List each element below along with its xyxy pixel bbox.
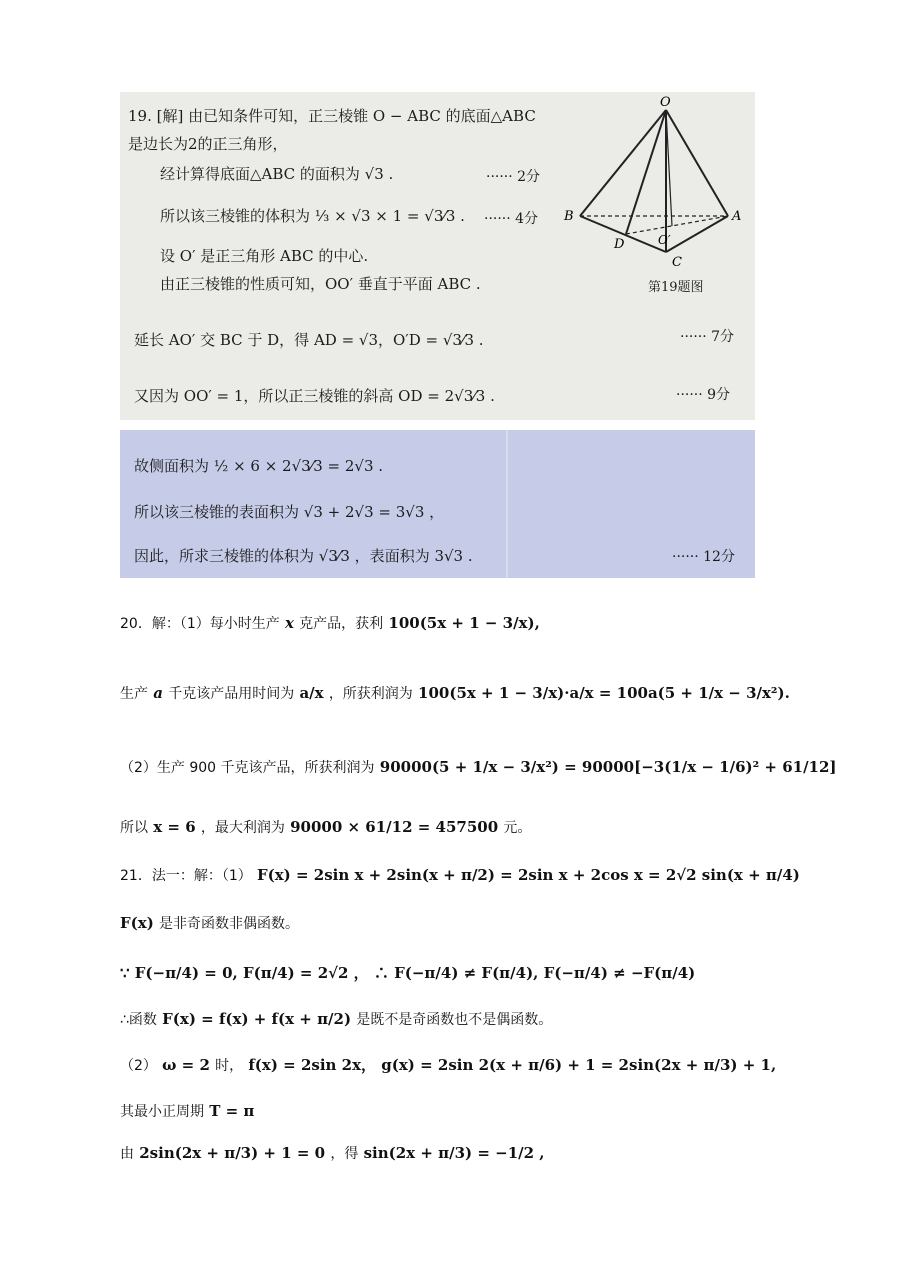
q21-line-7 — [120, 1142, 545, 1165]
q19-line-4: 所以该三棱锥的体积为 ⅓ × √3 × 1 = √3⁄3 . — [160, 207, 465, 225]
pyramid-figure — [560, 92, 750, 272]
q21-line-4-expr: F(x) = f(x) + f(x + π/2) — [162, 1010, 352, 1028]
q20-line-1-var: x — [284, 614, 294, 632]
q21-line-5-expr-2: f(x) = 2sin 2x， g(x) = 2sin 2(x + π/6) + 1 = 2sin(2x + π/3) + 1, — [248, 1056, 777, 1074]
label-O-prime: O′ — [658, 233, 671, 247]
q19-score-4: ······ 4分 — [484, 211, 539, 227]
q20-line-2-var: a — [153, 684, 163, 702]
q21-line-6 — [120, 1100, 254, 1123]
q21-line-7-mid: ，得 — [330, 1146, 359, 1162]
q21-line-5-expr-1: ω = 2 — [162, 1056, 210, 1074]
q19-cont-line-3: 因此，所求三棱锥的体积为 √3⁄3 ，表面积为 3√3 . — [134, 547, 473, 565]
q20-line-4-expr-2: 90000 × 61/12 = 457500 — [290, 818, 499, 836]
q21-line-4-text-1: ∴函数 — [120, 1012, 157, 1028]
q19-line-6: 由正三棱锥的性质可知，OO′ 垂直于平面 ABC . — [160, 275, 481, 293]
q20-line-4-text: 所以 — [120, 820, 148, 836]
q21-line-4-text-2: 是既不是奇函数也不是偶函数。 — [356, 1012, 553, 1028]
q21-line-1-text: 21．法一：解：（1） — [120, 868, 252, 884]
q19-line-8: 又因为 OO′ = 1，所以正三棱锥的斜高 OD = 2√3⁄3 . — [134, 387, 495, 405]
q21-line-7-text: 由 — [120, 1146, 134, 1162]
q21-line-2 — [120, 912, 299, 935]
q21-line-2-expr: F(x) — [120, 914, 154, 932]
label-O: O — [660, 95, 671, 110]
q19-cont-line-2: 所以该三棱锥的表面积为 √3 + 2√3 = 3√3 ， — [134, 503, 445, 521]
q19-line-1: 19. [解] 由已知条件可知，正三棱锥 O − ABC 的底面△ABC — [128, 107, 536, 125]
q20-line-3-text: （2）生产 900 千克该产品，所获利润为 — [120, 760, 375, 776]
q19-line-7: 延长 AO′ 交 BC 于 D，得 AD = √3，O′D = √3⁄3 . — [134, 331, 484, 349]
q21-line-5 — [120, 1054, 776, 1077]
q19-line-3: 经计算得底面△ABC 的面积为 √3 . — [160, 165, 394, 183]
q21-line-6-expr: T = π — [209, 1102, 255, 1120]
q20-line-3-expr: 90000(5 + 1/x − 3/x²) = 90000[−3(1/x − 1/6)² + 61/12] — [379, 758, 837, 776]
label-C: C — [672, 255, 682, 270]
q21-line-3 — [120, 962, 695, 984]
q21-line-3-expr: ∵ F(−π/4) = 0, F(π/4) = 2√2 ， ∴ F(−π/4) ≠ F(π/4), F(−π/4) ≠ −F(π/4) — [120, 964, 696, 982]
q19-score-12: ······ 12分 — [672, 549, 735, 565]
q20-line-2-expr-1: a/x — [299, 684, 324, 702]
q21-line-2-text: 是非奇函数非偶函数。 — [159, 916, 300, 932]
q20-line-4-mid: ，最大利润为 — [200, 820, 285, 836]
q21-line-1-expr: F(x) = 2sin x + 2sin(x + π/2) = 2sin x + 2cos x = 2√2 sin(x + π/4) — [256, 866, 800, 884]
label-B: B — [564, 209, 574, 224]
q20-line-1 — [120, 612, 540, 635]
q19-cont-line-1: 故侧面积为 ½ × 6 × 2√3⁄3 = 2√3 . — [134, 457, 384, 475]
q21-line-5-mid: 时， — [215, 1058, 244, 1074]
q21-line-7-expr-1: 2sin(2x + π/3) + 1 = 0 — [139, 1144, 326, 1162]
q20-line-4 — [120, 816, 531, 839]
figure-caption: 第19题图 — [648, 280, 704, 295]
q19-score-9: ······ 9分 — [676, 387, 731, 403]
q20-line-4-expr-1: x = 6 — [153, 818, 196, 836]
q19-line-2: 是边长为2的正三角形， — [128, 135, 288, 153]
q19-score-2: ······ 2分 — [486, 169, 541, 185]
q21-line-1 — [120, 864, 800, 887]
q20-line-2-mid: 千克该产品用时间为 — [168, 686, 295, 702]
q21-line-6-text: 其最小正周期 — [120, 1104, 204, 1120]
q20-line-4-unit: 元。 — [503, 820, 532, 836]
q19-score-7: ······ 7分 — [680, 329, 735, 345]
q20-line-1-expr: 100(5x + 1 − 3/x), — [388, 614, 540, 632]
q20-line-1-mid: 克产品，获利 — [299, 616, 384, 632]
q21-line-5-text: （2） — [120, 1058, 157, 1074]
scan-divider — [506, 430, 508, 578]
q20-line-3 — [120, 756, 837, 779]
q20-line-2-mid-2: ，所获利润为 — [328, 686, 413, 702]
q21-line-7-expr-2: sin(2x + π/3) = −1/2 , — [363, 1144, 545, 1162]
q21-line-4 — [120, 1008, 552, 1031]
q19-line-5: 设 O′ 是正三角形 ABC 的中心. — [160, 247, 369, 265]
q20-line-2-text: 生产 — [120, 686, 148, 702]
q20-line-2 — [120, 682, 790, 705]
label-D: D — [614, 237, 625, 252]
q20-line-2-expr-2: 100(5x + 1 − 3/x)·a/x = 100a(5 + 1/x − 3/x²). — [418, 684, 790, 702]
label-A: A — [732, 209, 742, 224]
q20-line-1-text: 20．解：（1）每小时生产 — [120, 616, 280, 632]
